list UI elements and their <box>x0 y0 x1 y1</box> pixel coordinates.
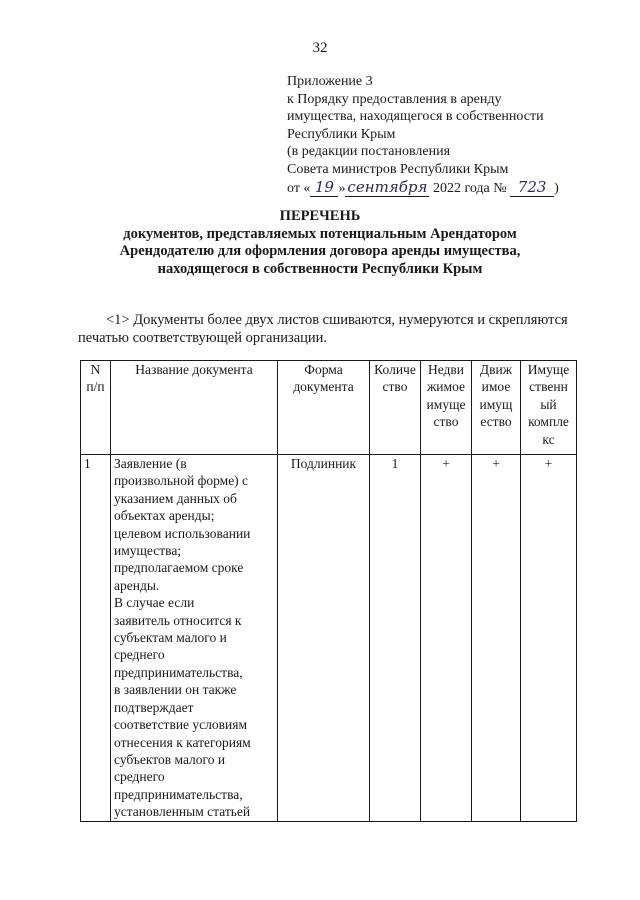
cell-name <box>111 455 278 822</box>
header-complex <box>521 361 577 455</box>
document-name-line: объектах аренды; <box>114 508 215 524</box>
handwritten-day: 19 <box>310 179 338 198</box>
footnote-line: <1> Документы более двух листов сшиваются, нумеруются и скрепляются <box>106 312 568 328</box>
resolution-date-line <box>287 179 559 198</box>
documents-table <box>80 360 577 822</box>
header-text: ество <box>480 414 512 430</box>
table-header-row <box>81 361 577 455</box>
appendix-line: Республики Крым <box>287 126 396 142</box>
header-text: ственн <box>529 379 568 395</box>
document-name-line: подтверждает <box>114 699 194 715</box>
document-name-line: предпринимательства, <box>114 786 243 802</box>
header-text: ство <box>433 414 459 430</box>
date-mid: » <box>338 180 346 196</box>
cell-form: Подлинник <box>278 455 370 822</box>
document-name-line: указанием данных об <box>114 490 237 506</box>
document-name-line: имущества; <box>114 543 182 559</box>
date-suffix: ) <box>554 180 559 196</box>
appendix-line: (в редакции постановления <box>287 144 451 160</box>
document-name-line: субъектам малого и <box>114 630 227 646</box>
header-text: Количе <box>374 362 416 377</box>
handwritten-resolution-number: 723 <box>510 179 554 198</box>
document-name-line: отнесения к категориям <box>114 734 251 750</box>
page-number: 32 <box>312 40 328 56</box>
header-movable <box>472 361 521 455</box>
document-name-line: произвольной форме) с <box>114 473 249 489</box>
footnote-paragraph <box>78 311 592 347</box>
header-text: Недви <box>427 362 465 377</box>
appendix-header <box>287 73 559 197</box>
date-prefix: от « <box>287 180 311 196</box>
document-title <box>0 208 640 278</box>
document-name-line: субъектов малого и <box>114 751 226 767</box>
header-text: ство <box>382 379 408 395</box>
header-text: Название документа <box>135 362 253 377</box>
header-qty <box>370 361 421 455</box>
cell-num: 1 <box>81 455 111 822</box>
header-text: N <box>90 362 101 377</box>
footnote-line: печатью соответствующей организации. <box>78 330 328 346</box>
date-year: 2022 года № <box>432 180 507 196</box>
header-text: Движ <box>479 362 513 377</box>
title-line: документов, представляемых потенциальным Арендатором <box>123 225 517 242</box>
table-row <box>81 455 577 822</box>
document-name-line: среднего <box>114 769 165 785</box>
document-name-line: заявитель относится к <box>114 612 242 628</box>
header-text: документа <box>293 379 354 395</box>
document-name-line: среднего <box>114 647 165 663</box>
header-text: имуще <box>426 396 466 412</box>
appendix-line: Совета министров Республики Крым <box>287 161 509 177</box>
document-name-line: в заявлении он также <box>114 682 237 698</box>
cell-complex: + <box>521 455 577 822</box>
header-text: Форма <box>304 362 343 377</box>
appendix-line: к Порядку предоставления в аренду <box>287 91 502 107</box>
header-text: жимое <box>426 379 465 395</box>
document-name-text <box>114 455 275 821</box>
title-line: Арендодателю для оформления договора аренды имущества, <box>119 243 521 259</box>
cell-qty: 1 <box>370 455 421 822</box>
header-text: ый <box>540 396 557 412</box>
header-text: имое <box>481 379 511 395</box>
header-text: компле <box>528 414 569 430</box>
appendix-line: имущества, находящегося в собственности <box>287 109 544 125</box>
cell-real-estate: + <box>421 455 472 822</box>
cell-movable: + <box>472 455 521 822</box>
header-text: п/п <box>86 379 105 395</box>
document-name-line: предполагаемом сроке <box>114 560 244 576</box>
header-num <box>81 361 111 455</box>
document-name-line: целевом использовании <box>114 525 251 541</box>
header-real-estate <box>421 361 472 455</box>
handwritten-month: сентября <box>347 177 428 196</box>
header-text: имущ <box>479 396 513 412</box>
title-line: находящегося в собственности Республики Крым <box>157 260 483 277</box>
document-name-line: Заявление (в <box>114 456 187 471</box>
document-name-line: соответствие условиям <box>114 717 248 733</box>
header-text: кс <box>542 431 555 447</box>
document-name-line: В случае если <box>114 595 195 611</box>
appendix-line: Приложение 3 <box>287 74 373 89</box>
document-name-line: аренды. <box>114 577 160 593</box>
document-name-line: предпринимательства, <box>114 664 243 680</box>
header-form <box>278 361 370 455</box>
header-name <box>111 361 278 455</box>
title-heading: ПЕРЕЧЕНЬ <box>279 208 361 224</box>
header-text: Имуще <box>527 362 570 377</box>
document-name-line: установленным статьей <box>114 804 251 820</box>
